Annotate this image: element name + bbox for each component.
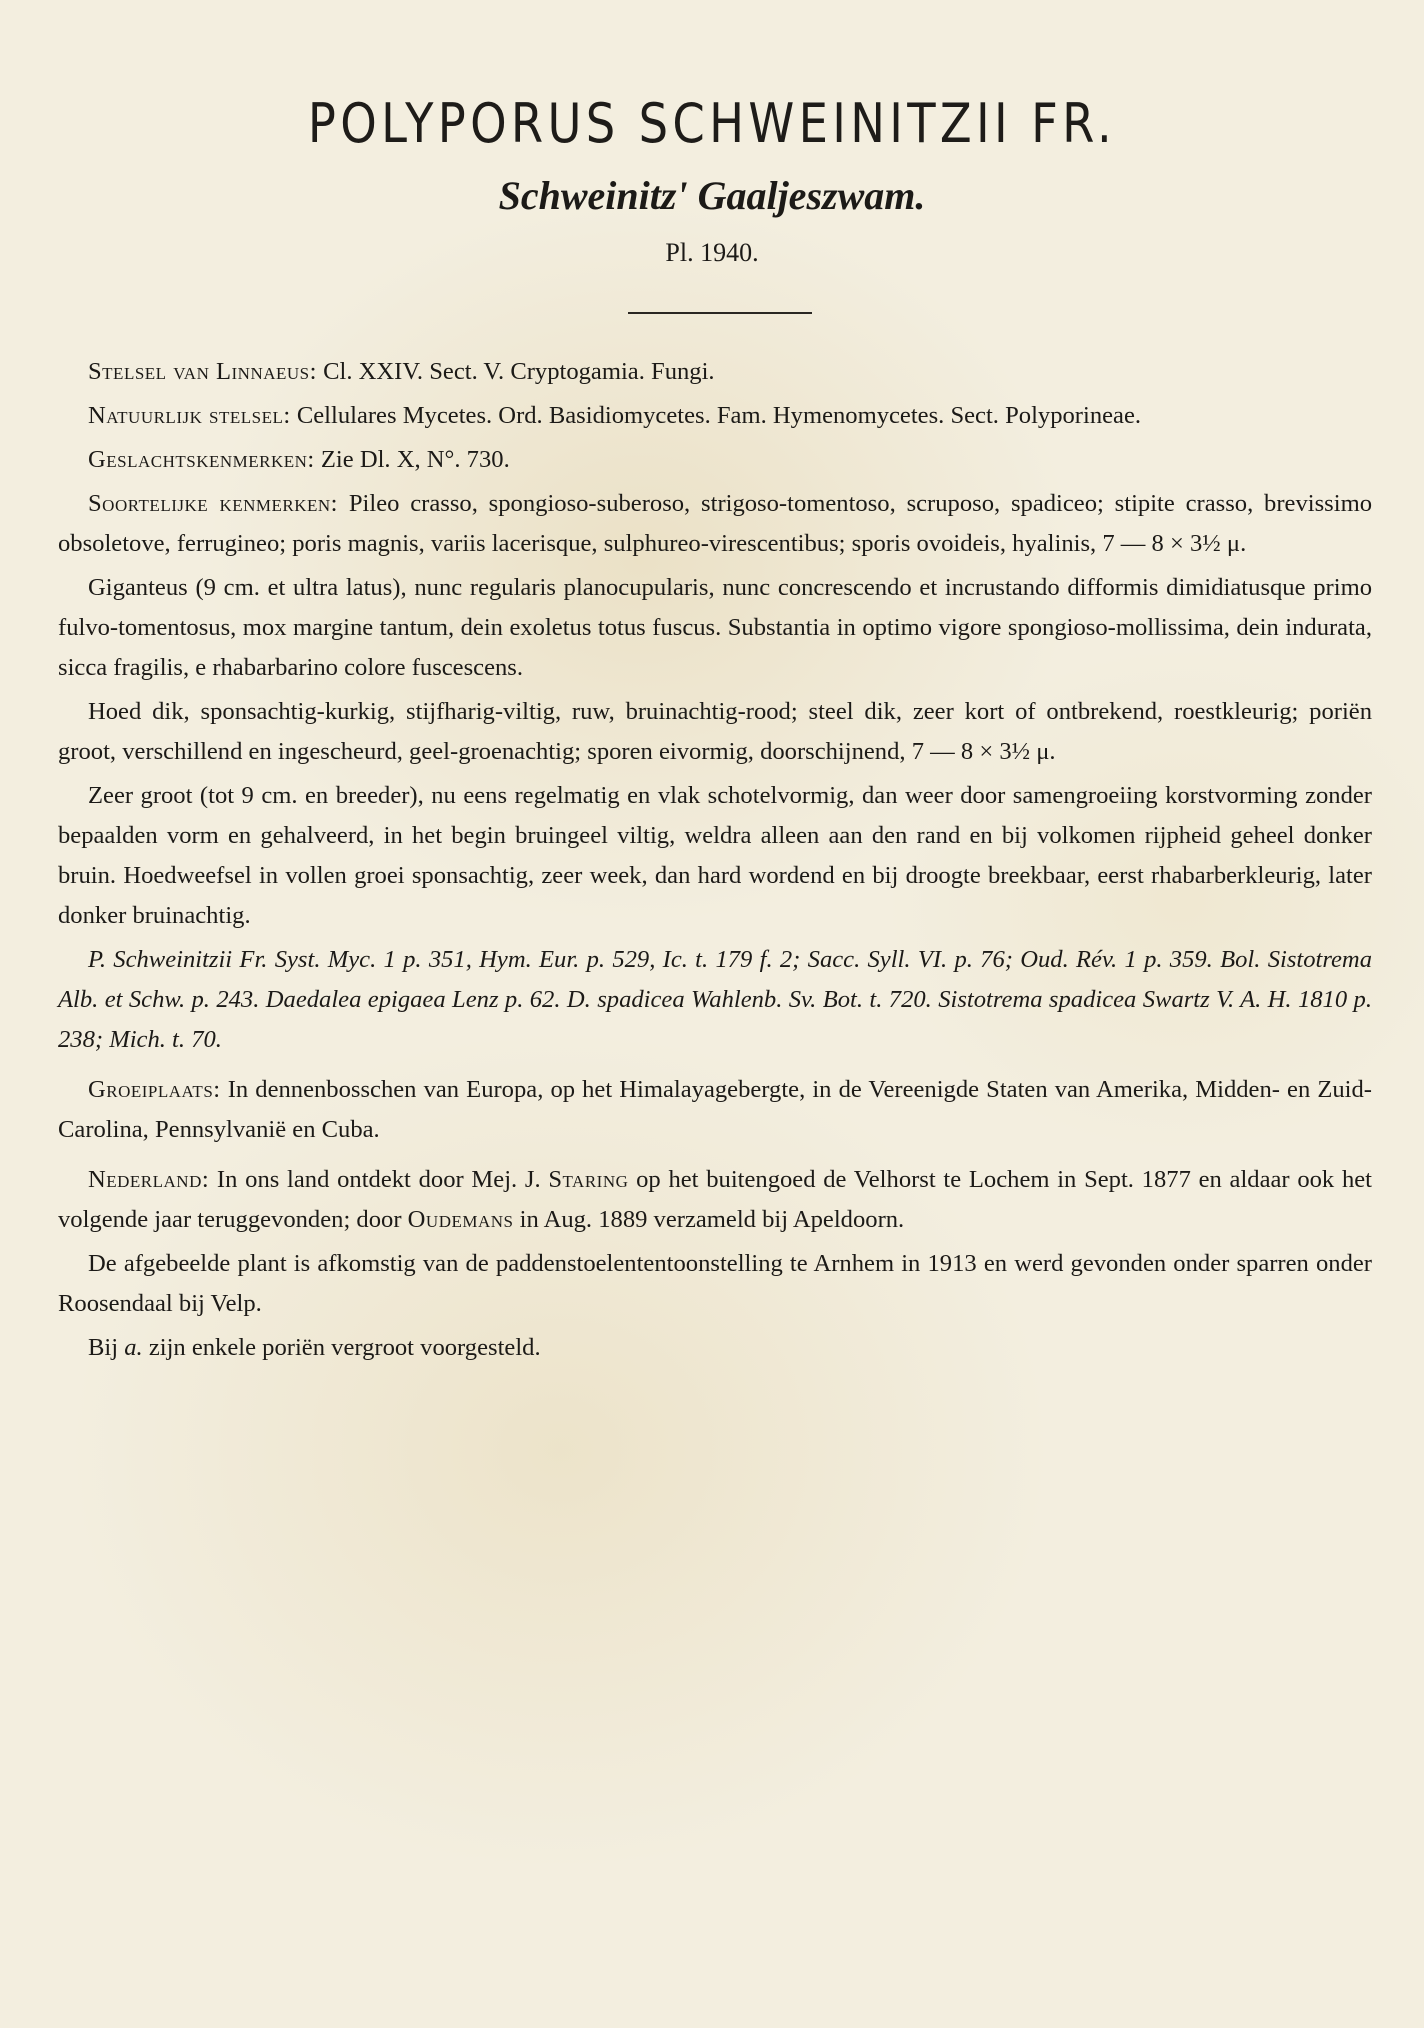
habitat-paragraph xyxy=(58,1070,1372,1150)
latin-description-paragraph: Giganteus (9 cm. et ultra latus), nunc regularis planocupularis, nunc concrescendo et incrustando difformis dimidiatusque primo fulvo-tomentosus, mox margine tantum, dein exoletus totus fuscus. Substantia in optimo vigore spongioso-mollissima, dein indurata, sicca fragilis, e rhabarbarino colore fuscescens. xyxy=(58,574,1372,681)
linnaeus-text: Cl. XXIV. Sect. V. Cryptogamia. Fungi. xyxy=(316,358,715,385)
natural-system-paragraph xyxy=(58,396,1372,436)
habitat-text: In dennenbosschen van Europa, op het Himalayagebergte, in de Vereenigde Staten van Amerika, Midden- en Zuid-Carolina, Pennsylvanië en Cuba. xyxy=(58,1076,1372,1143)
natural-system-text: Cellulares Mycetes. Ord. Basidiomycetes. Fam. Hymenomycetes. Sect. Polyporineae. xyxy=(290,402,1142,429)
genus-paragraph xyxy=(58,440,1372,480)
netherlands-text-2: op het buitengoed de Velhorst te Lochem in Sept. 1877 en aldaar ook het volgende jaar teruggevonden; door xyxy=(58,1166,1372,1233)
plate-number: Pl. 1940. xyxy=(665,238,759,267)
title-divider xyxy=(628,312,812,314)
genus-text: Zie Dl. X, N°. 730. xyxy=(314,446,510,473)
collector-name-staring: Staring xyxy=(548,1166,629,1193)
dutch-characters-paragraph: Hoed dik, sponsachtig-kurkig, stijfharig-viltig, ruw, bruinachtig-rood; steel dik, zeer kort of ontbrekend, roestkleurig; poriën groot, verschillend en ingescheurd, geel-groenachtig; sporen eivormig, doorschijnend, 7 — 8 × 3½ μ. xyxy=(58,698,1372,765)
common-name-subtitle: Schweinitz' Gaaljeszwam. xyxy=(498,173,926,218)
page-title: POLYPORUS SCHWEINITZII FR. xyxy=(307,92,1117,155)
references-paragraph: P. Schweinitzii Fr. Syst. Myc. 1 p. 351, Hym. Eur. p. 529, Ic. t. 179 f. 2; Sacc. Syll. VI. p. 76; Oud. Rév. 1 p. 359. Bol. Sistotrema Alb. et Schw. p. 243. Daedalea epigaea Lenz p. 62. D. spadicea Wahlenb. Sv. Bot. t. 720. Sistotrema spadicea Swartz V. A. H. 1810 p. 238; Mich. t. 70. xyxy=(58,946,1372,1053)
netherlands-label: Nederland: xyxy=(88,1166,210,1193)
figure-note-letter: a. xyxy=(124,1334,143,1361)
figure-note-text-1: Bij xyxy=(88,1334,125,1361)
species-text: Pileo crasso, spongioso-suberoso, strigoso-tomentoso, scruposo, spadiceo; stipite crasso, brevissimo obsoletove, ferrugineo; poris magnis, variis lacerisque, sulphureo-virescentibus; sporis ovoideis, hyalinis, 7 — 8 × 3½ μ. xyxy=(58,490,1372,557)
netherlands-paragraph xyxy=(58,1160,1372,1240)
linnaeus-label: Stelsel van Linnaeus: xyxy=(88,358,317,385)
origin-paragraph: De afgebeelde plant is afkomstig van de paddenstoelententoonstelling te Arnhem in 1913 en werd gevonden onder sparren onder Roosendaal bij Velp. xyxy=(58,1250,1372,1317)
netherlands-text-1: In ons land ontdekt door Mej. J. xyxy=(209,1166,549,1193)
document-body xyxy=(58,352,1372,1372)
figure-note-paragraph xyxy=(58,1328,1372,1368)
habitat-label: Groeiplaats: xyxy=(88,1076,221,1103)
collector-name-oudemans: Oudemans xyxy=(407,1206,514,1233)
natural-system-label: Natuurlijk stelsel: xyxy=(88,402,291,429)
netherlands-text-3: in Aug. 1889 verzameld bij Apeldoorn. xyxy=(513,1206,905,1233)
species-label: Soortelijke kenmerken: xyxy=(88,490,339,517)
dutch-description-paragraph: Zeer groot (tot 9 cm. en breeder), nu eens regelmatig en vlak schotelvormig, dan weer door samengroeiing korstvorming zonder bepaalden vorm en gehalveerd, in het begin bruingeel viltig, weldra alleen aan den rand en bij volkomen rijpheid geheel donker bruin. Hoedweefsel in vollen groei sponsachtig, zeer week, dan hard wordend en bij droogte breekbaar, eerst rhabarberkleurig, later donker bruinachtig. xyxy=(58,782,1372,929)
figure-note-text-2: zijn enkele poriën vergroot voorgesteld. xyxy=(142,1334,541,1361)
linnaeus-paragraph xyxy=(58,352,1372,392)
genus-label: Geslachtskenmerken: xyxy=(88,446,315,473)
species-paragraph xyxy=(58,484,1372,564)
